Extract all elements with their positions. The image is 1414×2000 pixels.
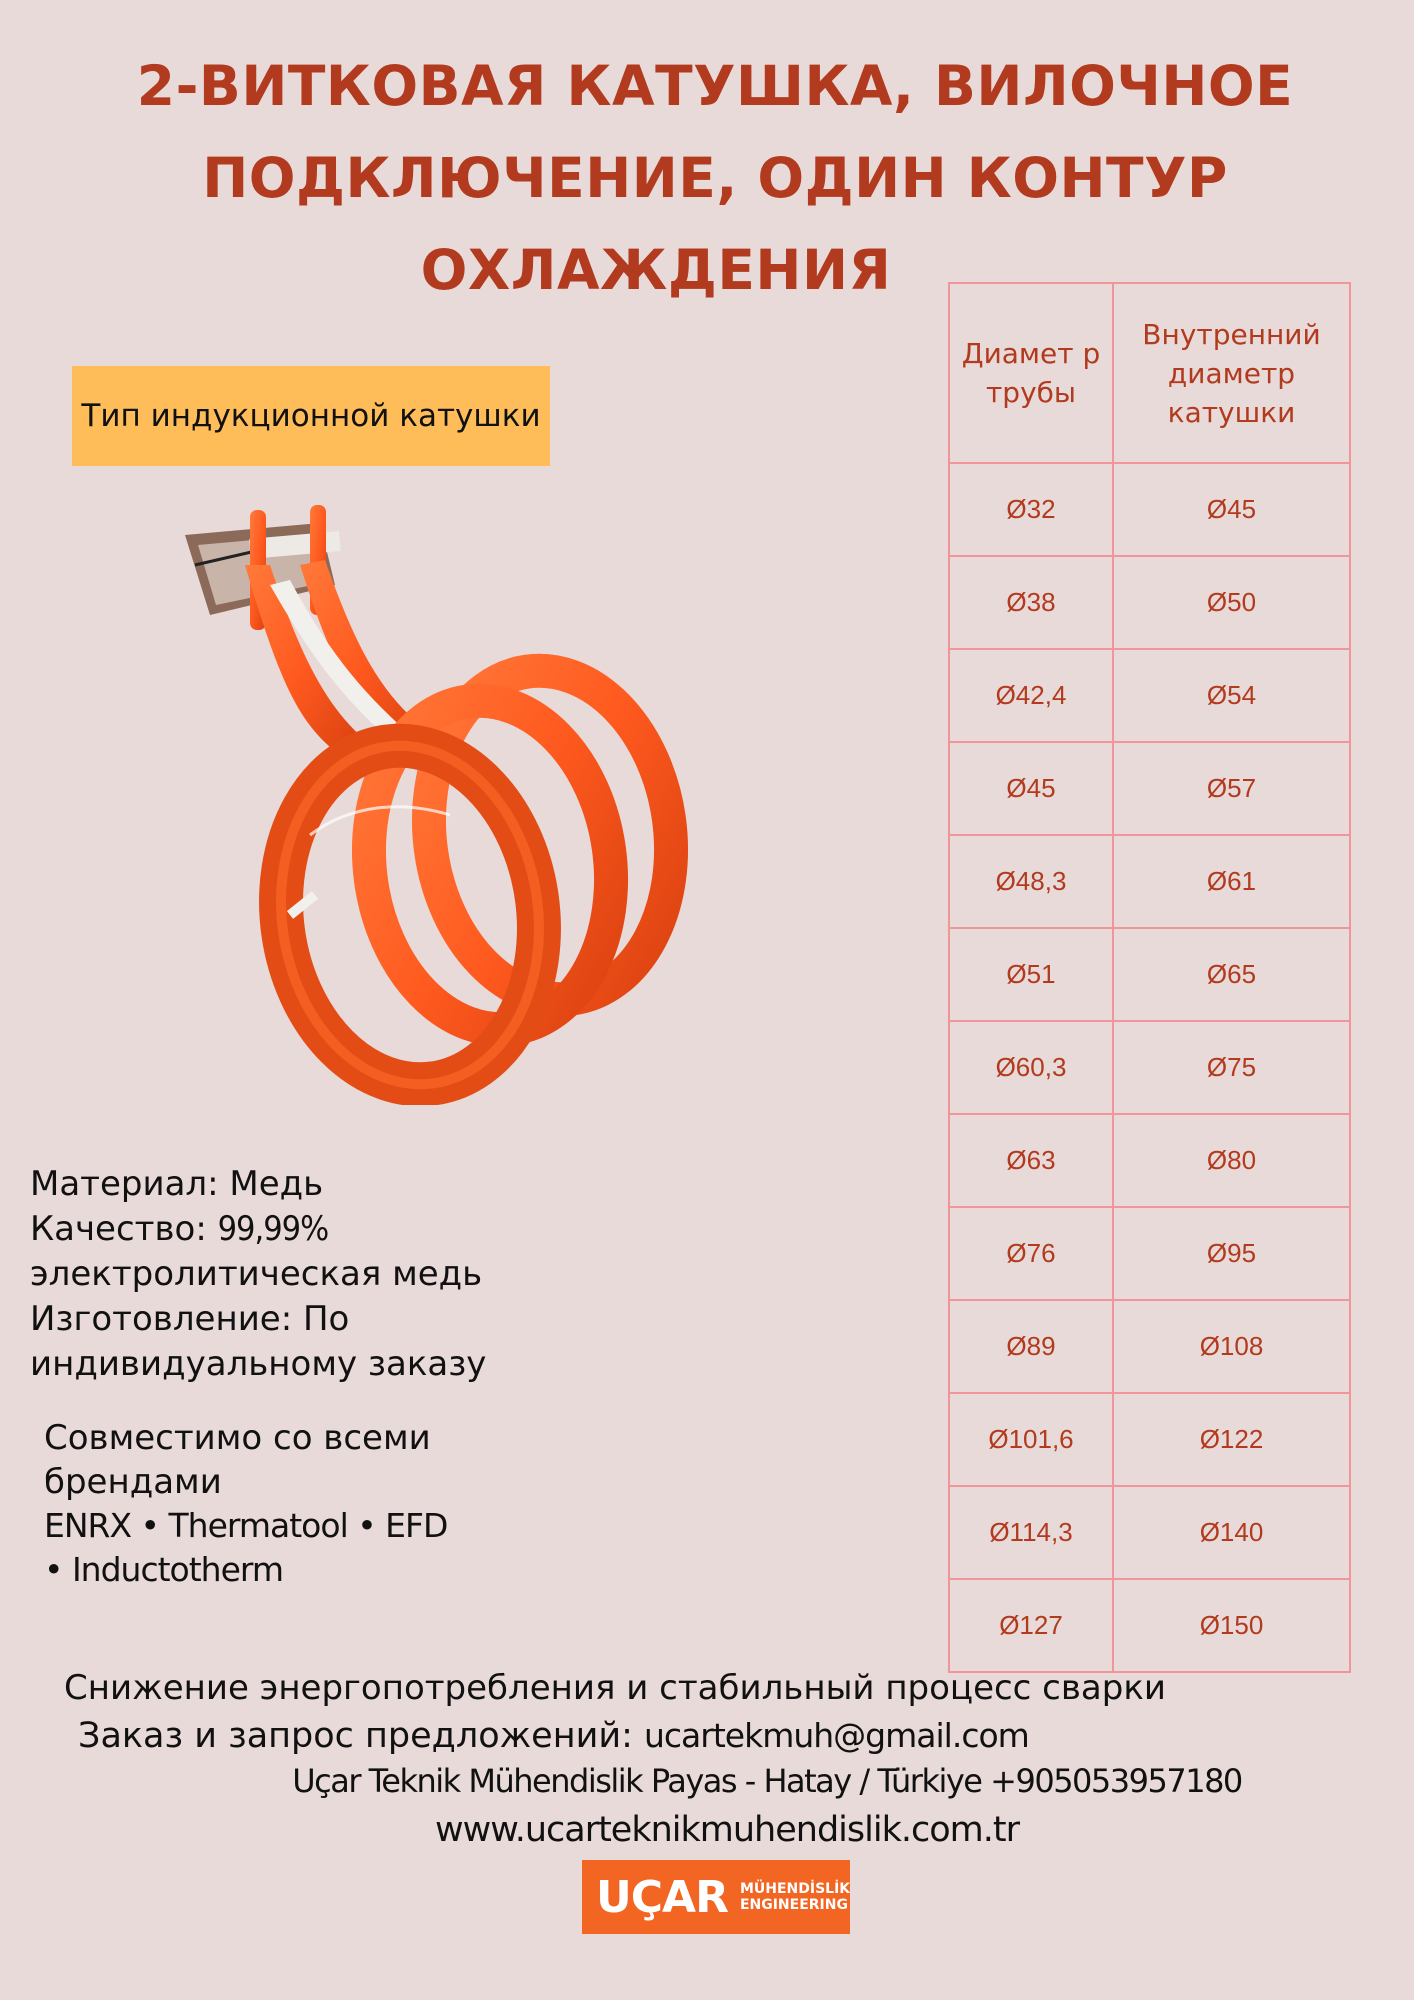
order-label: Заказ и запрос предложений: (78, 1716, 644, 1756)
table-row (949, 1579, 1350, 1672)
coil-product-image (150, 505, 750, 1105)
inner-diameter-cell: Ø75 (1113, 1021, 1350, 1114)
pipe-diameter-cell: Ø127 (949, 1579, 1113, 1672)
pipe-diameter-cell: Ø51 (949, 928, 1113, 1021)
compatibility-block (44, 1416, 464, 1592)
pipe-diameter-cell: Ø42,4 (949, 649, 1113, 742)
quality-value: 99,99% (217, 1209, 329, 1249)
brand-list: ENRX • Thermatool • EFD • Inductotherm (44, 1506, 448, 1589)
compatibility-text: Совместимо со всеми брендами (44, 1418, 431, 1502)
inner-diameter-cell: Ø108 (1113, 1300, 1350, 1393)
material-specs (30, 1162, 530, 1387)
diameter-table (948, 282, 1351, 1673)
header-pipe-diameter: Диамет р трубы (949, 283, 1113, 463)
inner-diameter-cell: Ø50 (1113, 556, 1350, 649)
table-row (949, 1300, 1350, 1393)
table-row (949, 649, 1350, 742)
table-row (949, 1393, 1350, 1486)
pipe-diameter-cell: Ø60,3 (949, 1021, 1113, 1114)
material-line: Материал: Медь (30, 1164, 324, 1204)
pipe-diameter-cell: Ø38 (949, 556, 1113, 649)
pipe-diameter-cell: Ø114,3 (949, 1486, 1113, 1579)
pipe-diameter-cell: Ø89 (949, 1300, 1113, 1393)
coil-type-badge: Тип индукционной катушки (72, 366, 550, 466)
title-line-1: 2-ВИТКОВАЯ КАТУШКА, ВИЛОЧНОЕ (136, 54, 1294, 118)
quality-line (30, 1207, 530, 1252)
table-row (949, 1114, 1350, 1207)
logo-sub-1: MÜHENDİSLİK (739, 1881, 851, 1897)
pipe-diameter-cell: Ø76 (949, 1207, 1113, 1300)
table-row (949, 742, 1350, 835)
company-address: Uçar Teknik Mühendislik Payas - Hatay / Türkiye +905053957180 (292, 1762, 1242, 1800)
inner-diameter-cell: Ø80 (1113, 1114, 1350, 1207)
inner-diameter-cell: Ø140 (1113, 1486, 1350, 1579)
quality-label: Качество: (30, 1209, 218, 1249)
inner-diameter-cell: Ø122 (1113, 1393, 1350, 1486)
table-header-row (949, 283, 1350, 463)
logo-subtitle (740, 1881, 850, 1913)
title-line-3: ОХЛАЖДЕНИЯ (420, 238, 892, 302)
title-line-2: ПОДКЛЮЧЕНИЕ, ОДИН КОНТУР (202, 146, 1228, 210)
header-inner-diameter: Внутренний диаметр катушки (1113, 283, 1350, 463)
table-row (949, 1486, 1350, 1579)
company-logo (582, 1860, 850, 1934)
manufacturing-line: Изготовление: По индивидуальному заказу (30, 1299, 487, 1384)
table-row (949, 1021, 1350, 1114)
inner-diameter-cell: Ø95 (1113, 1207, 1350, 1300)
logo-sub-2: ENGINEERING (739, 1897, 848, 1913)
pipe-diameter-cell: Ø45 (949, 742, 1113, 835)
energy-slogan: Снижение энергопотребления и стабильный процесс сварки (64, 1668, 1166, 1708)
table-row (949, 1207, 1350, 1300)
pipe-diameter-cell: Ø63 (949, 1114, 1113, 1207)
pipe-diameter-cell: Ø48,3 (949, 835, 1113, 928)
quality-rest: электролитическая медь (30, 1254, 483, 1294)
table-row (949, 928, 1350, 1021)
page-title (60, 40, 1370, 316)
table-row (949, 835, 1350, 928)
inner-diameter-cell: Ø45 (1113, 463, 1350, 556)
pipe-diameter-cell: Ø101,6 (949, 1393, 1113, 1486)
website-link[interactable]: www.ucarteknikmuhendislik.com.tr (435, 1810, 1019, 1850)
inner-diameter-cell: Ø150 (1113, 1579, 1350, 1672)
inner-diameter-cell: Ø57 (1113, 742, 1350, 835)
table-row (949, 556, 1350, 649)
table-row (949, 463, 1350, 556)
order-line (78, 1716, 1318, 1756)
logo-brand: UÇAR (596, 1871, 728, 1923)
inner-diameter-cell: Ø61 (1113, 835, 1350, 928)
email-link[interactable]: ucartekmuh@gmail.com (644, 1716, 1029, 1755)
inner-diameter-cell: Ø65 (1113, 928, 1350, 1021)
inner-diameter-cell: Ø54 (1113, 649, 1350, 742)
pipe-diameter-cell: Ø32 (949, 463, 1113, 556)
